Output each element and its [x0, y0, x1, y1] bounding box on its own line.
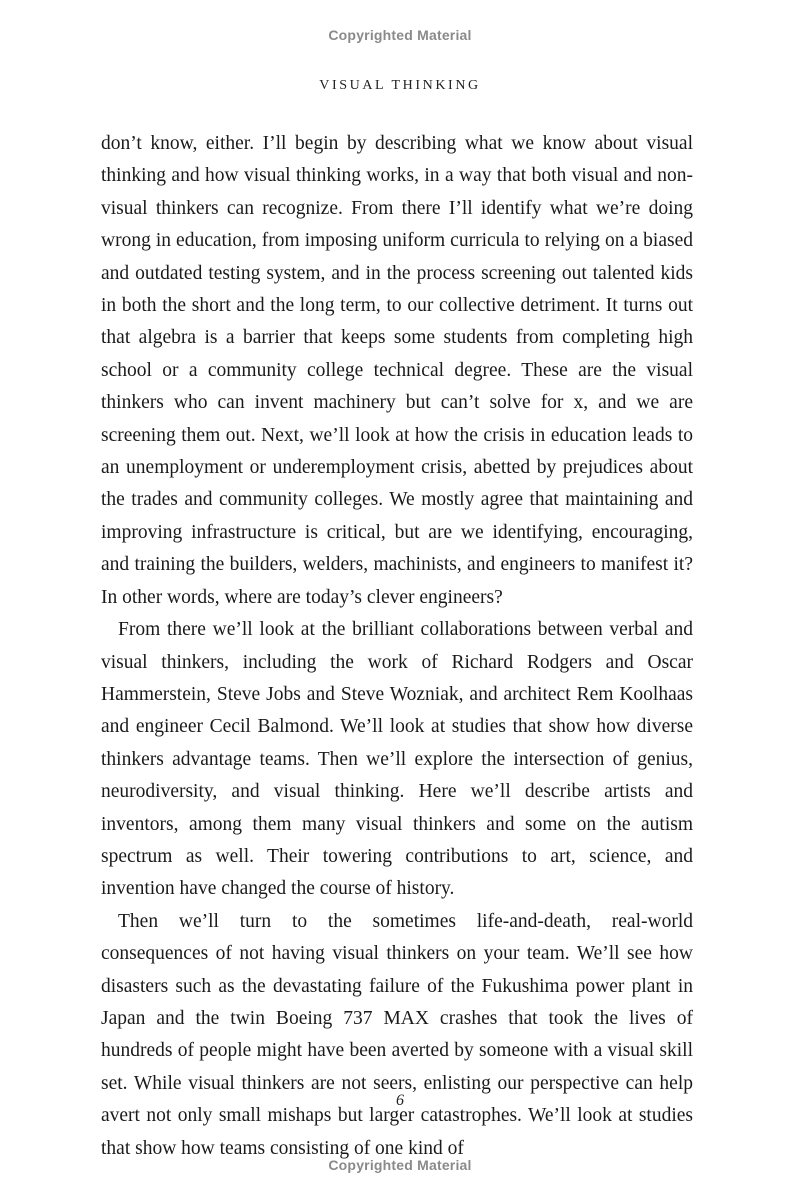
- page-number: 6: [396, 1092, 404, 1109]
- body-text: [101, 128, 693, 1165]
- watermark-bottom: Copyrighted Material: [328, 1157, 472, 1173]
- running-head: VISUAL THINKING: [319, 78, 481, 93]
- paragraph-2: From there we’ll look at the brilliant collaborations between verbal and visual thinkers, including the work of Richard Rodgers and Oscar Hammerstein, Steve Jobs and Steve Wozniak, and architect Rem Koolhaas and engineer Cecil Balmond. We’ll look at studies that show how diverse thinkers advantage teams. Then we’ll explore the intersection of genius, neurodiversity, and visual thinking. Here we’ll describe artists and inventors, among them many visual thinkers and some on the autism spectrum as well. Their towering contributions to art, science, and invention have changed the course of history.: [101, 619, 693, 900]
- paragraph-1: don’t know, either. I’ll begin by describing what we know about visual thinking and how visual thinking works, in a way that both visual and non-visual thinkers can recognize. From there I’ll identify what we’re doing wrong in education, from imposing uniform curricula to relying on a biased and outdated testing system, and in the process screening out talented kids in both the short and the long term, to our collective detriment. It turns out that algebra is a barrier that keeps some students from completing high school or a community college technical degree. These are the visual thinkers who can invent machinery but can’t solve for x, and we are screening them out. Next, we’ll look at how the crisis in education leads to an unemployment or underemployment crisis, abetted by prejudices about the trades and community colleges. We mostly agree that maintaining and improving infrastructure is critical, but are we identifying, encouraging, and training the builders, welders, machinists, and engineers to manifest it? In other words, where are today’s clever engineers?: [101, 133, 693, 608]
- paragraph-3: Then we’ll turn to the sometimes life-and-death, real-world consequences of not having visual thinkers on your team. We’ll see how disasters such as the devastating failure of the Fukushima power plant in Japan and the twin Boeing 737 MAX crashes that took the lives of hundreds of people might have been averted by someone with a visual skill set. While visual thinkers are not seers, enlisting our perspective can help avert not only small mishaps but larger catastrophes. We’ll look at studies that show how teams consisting of one kind of: [101, 910, 693, 1159]
- watermark-top: Copyrighted Material: [328, 27, 472, 43]
